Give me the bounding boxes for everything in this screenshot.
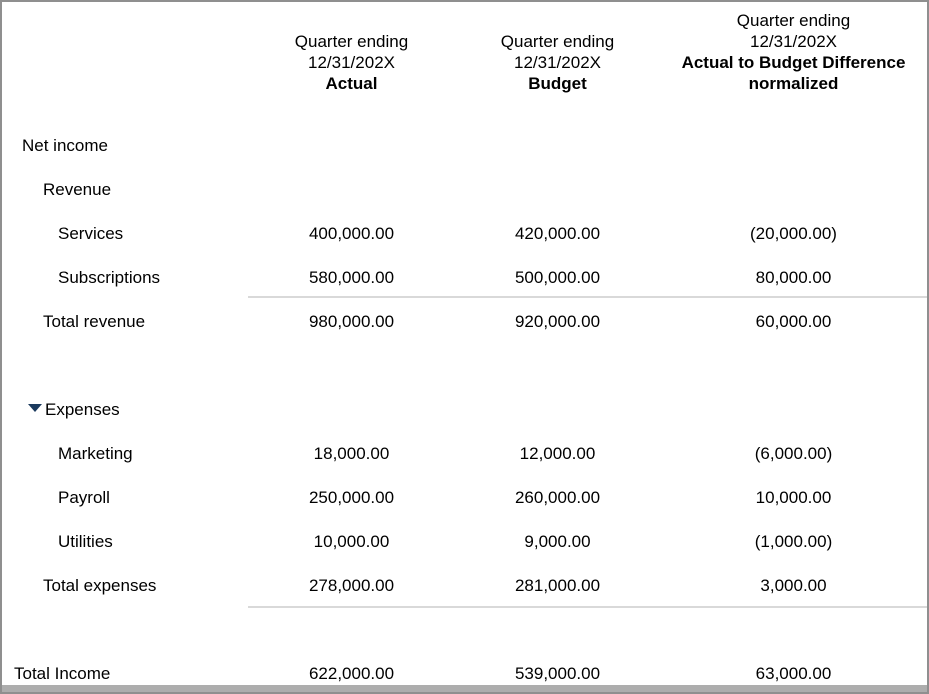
cell-actual: 400,000.00 xyxy=(308,224,395,243)
cell-budget: 500,000.00 xyxy=(514,268,601,287)
cell-budget: 420,000.00 xyxy=(514,224,601,243)
cell-difference: 63,000.00 xyxy=(755,664,832,683)
cell-budget: 12,000.00 xyxy=(519,444,596,463)
row-label: Expenses xyxy=(45,400,120,419)
row-label-expenses xyxy=(2,400,248,420)
table-row-total-expenses xyxy=(2,564,927,608)
header-date: 12/31/202X xyxy=(308,53,395,72)
table-row-revenue xyxy=(2,168,927,212)
header-period: Quarter ending xyxy=(294,32,409,51)
header-date: 12/31/202X xyxy=(514,53,601,72)
header-date: 12/31/202X xyxy=(750,32,837,51)
table-row-subscriptions xyxy=(2,256,927,300)
column-header-budget xyxy=(455,31,660,124)
cell-actual: 980,000.00 xyxy=(308,312,395,331)
table-row-services xyxy=(2,212,927,256)
table-row-net-income xyxy=(2,124,927,168)
cell-difference: (6,000.00) xyxy=(754,444,833,463)
cell-difference: 10,000.00 xyxy=(755,488,832,507)
cell-budget: 539,000.00 xyxy=(514,664,601,683)
column-header-actual xyxy=(248,31,455,124)
cell-difference: (20,000.00) xyxy=(750,224,837,243)
row-label: Total revenue xyxy=(43,312,146,331)
blank-row xyxy=(2,344,927,388)
horizontal-scrollbar[interactable] xyxy=(2,685,927,692)
header-measure: Actual to Budget Difference normalized xyxy=(681,53,906,93)
row-label: Payroll xyxy=(58,488,110,507)
blank-row xyxy=(2,608,927,652)
header-measure: Actual xyxy=(325,74,378,93)
cell-budget: 920,000.00 xyxy=(514,312,601,331)
total-revenue-separator xyxy=(248,296,927,298)
row-label: Marketing xyxy=(58,444,133,463)
total-expenses-separator xyxy=(248,606,927,608)
cell-actual: 18,000.00 xyxy=(313,444,390,463)
header-measure: Budget xyxy=(528,74,587,93)
row-label: Total Income xyxy=(14,664,111,683)
table-row-payroll xyxy=(2,476,927,520)
cell-actual: 622,000.00 xyxy=(308,664,395,683)
cell-budget: 9,000.00 xyxy=(524,532,591,551)
table-row-total-revenue xyxy=(2,300,927,344)
row-label: Revenue xyxy=(43,180,112,199)
cell-actual: 10,000.00 xyxy=(313,532,390,551)
row-label: Net income xyxy=(22,136,108,155)
table-row-expenses xyxy=(2,388,927,432)
collapse-expenses-icon[interactable] xyxy=(28,404,42,412)
cell-actual: 278,000.00 xyxy=(308,576,395,595)
row-label: Subscriptions xyxy=(58,268,161,287)
row-label: Services xyxy=(58,224,124,243)
column-headers xyxy=(2,2,927,124)
table-row-utilities xyxy=(2,520,927,564)
header-period: Quarter ending xyxy=(736,11,851,30)
cell-actual: 250,000.00 xyxy=(308,488,395,507)
column-header-difference xyxy=(660,10,927,124)
header-period: Quarter ending xyxy=(500,32,615,51)
row-label: Total expenses xyxy=(43,576,157,595)
cell-difference: 60,000.00 xyxy=(755,312,832,331)
cell-budget: 260,000.00 xyxy=(514,488,601,507)
cell-difference: 80,000.00 xyxy=(755,268,832,287)
cell-difference: 3,000.00 xyxy=(760,576,827,595)
table-row-marketing xyxy=(2,432,927,476)
cell-budget: 281,000.00 xyxy=(514,576,601,595)
cell-difference: (1,000.00) xyxy=(754,532,833,551)
cell-actual: 580,000.00 xyxy=(308,268,395,287)
row-label: Utilities xyxy=(58,532,113,551)
